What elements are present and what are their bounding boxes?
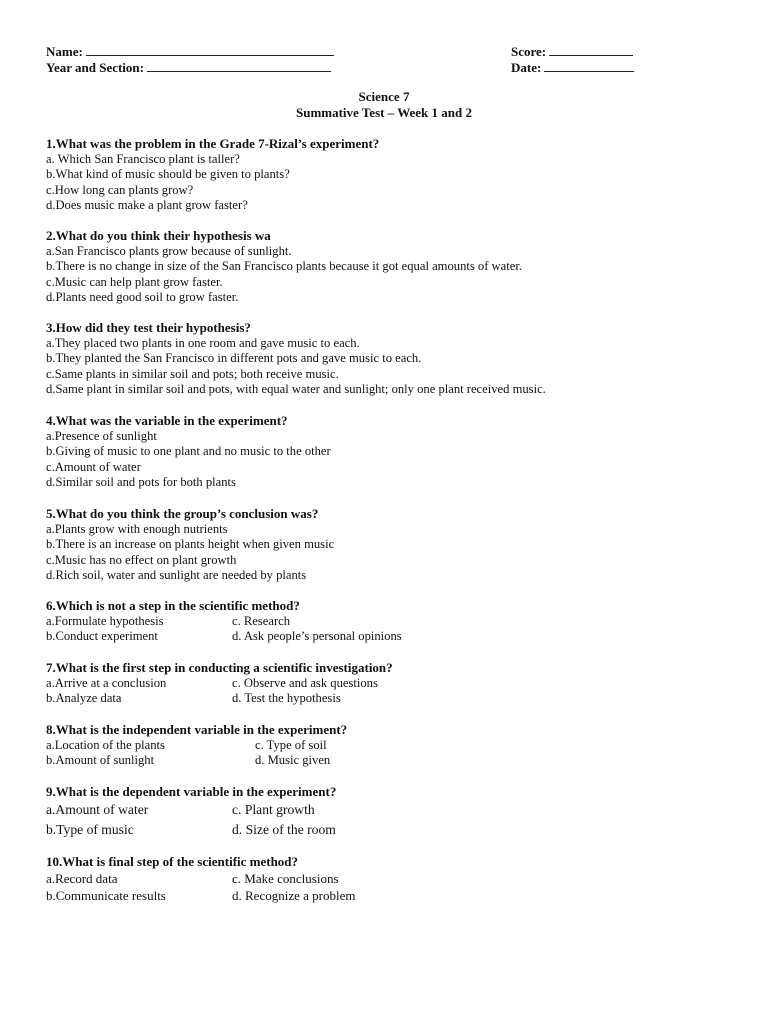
question-text: 1.What was the problem in the Grade 7-Rizal’s experiment? xyxy=(46,136,380,151)
options-row-bd xyxy=(46,629,726,644)
option-a: a.Arrive at a conclusion xyxy=(46,676,167,690)
question-1 xyxy=(46,136,726,214)
option-b: b.Communicate results xyxy=(46,888,166,903)
year-section-label: Year and Section: xyxy=(46,60,144,75)
option-d: d.Same plant in similar soil and pots, with equal water and sunlight; only one plant received music. xyxy=(46,382,546,397)
question-10 xyxy=(46,854,726,904)
score-blank-line xyxy=(549,43,633,56)
question-text: 8.What is the independent variable in the experiment? xyxy=(46,722,348,737)
option-b: b.Giving of music to one plant and no music to the other xyxy=(46,444,331,459)
question-text: 9.What is the dependent variable in the experiment? xyxy=(46,784,337,799)
option-a: a. Which San Francisco plant is taller? xyxy=(46,152,240,166)
option-a: a.Presence of sunlight xyxy=(46,429,157,443)
question-9 xyxy=(46,784,726,840)
option-d: d. Test the hypothesis xyxy=(232,691,341,706)
option-c: c.Same plants in similar soil and pots; both receive music. xyxy=(46,366,339,381)
options-row-bd xyxy=(46,887,726,904)
option-b: b.Type of music xyxy=(46,822,134,837)
option-d: d.Does music make a plant grow faster? xyxy=(46,198,248,213)
options-row-ac xyxy=(46,676,726,691)
option-c: c. Plant growth xyxy=(232,802,315,817)
option-b: b.There is no change in size of the San Francisco plants because it got equal amounts of water. xyxy=(46,259,522,274)
option-c: c.Music has no effect on plant growth xyxy=(46,552,237,567)
option-c: c. Type of soil xyxy=(255,738,327,752)
option-c: c.How long can plants grow? xyxy=(46,182,194,197)
option-a: a.Formulate hypothesis xyxy=(46,614,164,628)
option-d: d. Recognize a problem xyxy=(232,888,356,903)
option-b: b.Conduct experiment xyxy=(46,629,158,644)
options-row-ac xyxy=(46,614,726,629)
date-label: Date: xyxy=(511,60,542,75)
option-d: d. Ask people’s personal opinions xyxy=(232,629,402,644)
option-b: b.Analyze data xyxy=(46,691,122,706)
question-text: 6.Which is not a step in the scientific method? xyxy=(46,598,300,613)
options-row-bd xyxy=(46,753,726,768)
option-d: d.Plants need good soil to grow faster. xyxy=(46,290,239,305)
test-subtitle: Summative Test – Week 1 and 2 xyxy=(295,105,472,120)
options-row-bd xyxy=(46,820,726,840)
score-field xyxy=(511,43,633,60)
option-a: a.They placed two plants in one room and gave music to each. xyxy=(46,336,360,350)
option-c: c. Make conclusions xyxy=(232,871,339,886)
question-text: 3.How did they test their hypothesis? xyxy=(46,320,251,335)
test-title xyxy=(0,89,768,121)
name-field xyxy=(46,43,334,60)
date-blank-line xyxy=(544,59,634,72)
question-2 xyxy=(46,228,726,306)
option-a: a.San Francisco plants grow because of sunlight. xyxy=(46,244,292,258)
option-c: c. Observe and ask questions xyxy=(232,676,378,690)
year-section-blank-line xyxy=(147,59,331,72)
year-section-field xyxy=(46,59,331,76)
option-b: b.They planted the San Francisco in different pots and gave music to each. xyxy=(46,351,422,366)
option-c: c. Research xyxy=(232,614,291,628)
score-label: Score: xyxy=(511,44,547,59)
options-row-ac xyxy=(46,800,726,820)
question-6 xyxy=(46,598,726,645)
option-b: b.There is an increase on plants height when given music xyxy=(46,537,335,552)
option-d: d.Similar soil and pots for both plants xyxy=(46,475,236,490)
question-text: 10.What is final step of the scientific method? xyxy=(46,854,299,869)
question-text: 2.What do you think their hypothesis wa xyxy=(46,228,271,243)
option-a: a.Location of the plants xyxy=(46,738,165,752)
question-text: 7.What is the first step in conducting a scientific investigation? xyxy=(46,660,393,675)
option-c: c.Music can help plant grow faster. xyxy=(46,274,223,289)
option-b: b.What kind of music should be given to plants? xyxy=(46,167,290,182)
options-row-ac xyxy=(46,738,726,753)
name-blank-line xyxy=(86,43,334,56)
option-d: d. Size of the room xyxy=(232,822,336,837)
option-d: d. Music given xyxy=(255,753,331,768)
subject-title: Science 7 xyxy=(358,89,410,104)
option-b: b.Amount of sunlight xyxy=(46,753,155,768)
question-5 xyxy=(46,506,726,584)
question-3 xyxy=(46,320,726,398)
question-4 xyxy=(46,413,726,491)
option-a: a.Amount of water xyxy=(46,802,149,817)
option-c: c.Amount of water xyxy=(46,459,141,474)
date-field xyxy=(511,59,634,76)
option-a: a.Record data xyxy=(46,871,118,886)
option-a: a.Plants grow with enough nutrients xyxy=(46,522,228,536)
question-text: 5.What do you think the group’s conclusion was? xyxy=(46,506,319,521)
question-text: 4.What was the variable in the experiment? xyxy=(46,413,288,428)
question-8 xyxy=(46,722,726,769)
options-row-bd xyxy=(46,691,726,706)
question-7 xyxy=(46,660,726,707)
option-d: d.Rich soil, water and sunlight are needed by plants xyxy=(46,568,307,583)
name-label: Name: xyxy=(46,44,83,59)
options-row-ac xyxy=(46,870,726,887)
